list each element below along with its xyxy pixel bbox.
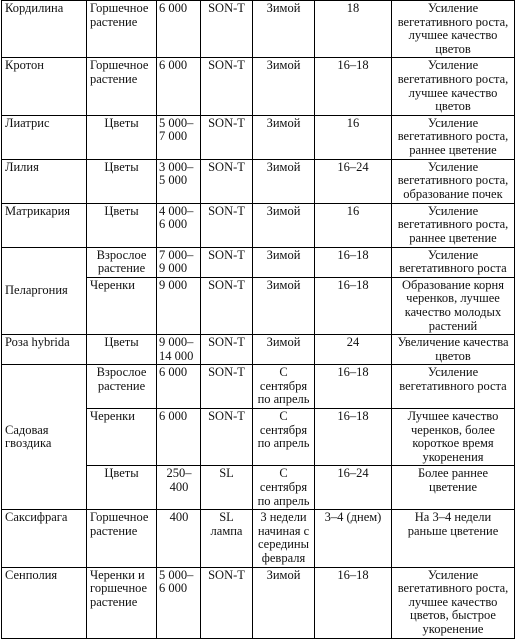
hours-cell: 16–18 bbox=[315, 247, 392, 277]
effect-cell: Усиление вегетативного роста, лучшее качество цветов bbox=[392, 58, 515, 115]
table-row bbox=[2, 58, 515, 115]
hours-cell: 16–18 bbox=[315, 409, 392, 466]
plant-cell: Саксифрага bbox=[2, 510, 87, 567]
season-cell: Зимой bbox=[253, 159, 315, 203]
hours-cell: 18 bbox=[315, 1, 392, 58]
material-cell: Горшечное растение bbox=[87, 1, 157, 58]
hours-cell: 16–24 bbox=[315, 466, 392, 510]
material-cell: Цветы bbox=[87, 203, 157, 247]
lamp-cell: SON-T bbox=[201, 115, 253, 159]
season-cell: 3 недели начиная с середины февраля bbox=[253, 510, 315, 567]
lamp-cell: SON-T bbox=[201, 277, 253, 334]
season-cell: Зимой bbox=[253, 567, 315, 638]
lamp-cell: SON-T bbox=[201, 365, 253, 409]
plant-cell: Пеларгония bbox=[2, 247, 87, 335]
illuminance-cell: 5 000– 6 000 bbox=[157, 567, 201, 638]
plant-cell: Роза hybrida bbox=[2, 335, 87, 365]
effect-cell: Более раннее цветение bbox=[392, 466, 515, 510]
illuminance-cell: 6 000 bbox=[157, 365, 201, 409]
season-cell: Зимой bbox=[253, 115, 315, 159]
table-row bbox=[2, 1, 515, 58]
material-cell: Черенки bbox=[87, 409, 157, 466]
hours-cell: 16 bbox=[315, 115, 392, 159]
season-cell: Зимой bbox=[253, 277, 315, 334]
illuminance-cell: 9 000 bbox=[157, 277, 201, 334]
material-cell: Цветы bbox=[87, 335, 157, 365]
season-cell: С сентября по апрель bbox=[253, 409, 315, 466]
lamp-cell: SON-T bbox=[201, 159, 253, 203]
lamp-cell: SON-T bbox=[201, 567, 253, 638]
effect-cell: Образование корня черенков, лучшее качество молодых растений bbox=[392, 277, 515, 334]
table-row bbox=[2, 247, 515, 277]
plant-cell: Сенполия bbox=[2, 567, 87, 638]
season-cell: Зимой bbox=[253, 335, 315, 365]
season-cell: С сентября по апрель bbox=[253, 466, 315, 510]
plant-cell: Кротон bbox=[2, 58, 87, 115]
season-cell: С сентября по апрель bbox=[253, 365, 315, 409]
season-cell: Зимой bbox=[253, 58, 315, 115]
plant-cell: Матрикария bbox=[2, 203, 87, 247]
lamp-cell: SON-T bbox=[201, 247, 253, 277]
lamp-cell: SON-T bbox=[201, 335, 253, 365]
material-cell: Цветы bbox=[87, 115, 157, 159]
hours-cell: 16–18 bbox=[315, 365, 392, 409]
effect-cell: Усиление вегетативного роста, лучшее качество цветов, быстрое укоренение bbox=[392, 567, 515, 638]
illuminance-cell: 7 000– 9 000 bbox=[157, 247, 201, 277]
table-row bbox=[2, 115, 515, 159]
effect-cell: Лучшее качество черенков, более короткое время укоренения bbox=[392, 409, 515, 466]
plant-cell: Кордилина bbox=[2, 1, 87, 58]
effect-cell: Увеличение качества цветов bbox=[392, 335, 515, 365]
hours-cell: 16 bbox=[315, 203, 392, 247]
illuminance-cell: 6 000 bbox=[157, 58, 201, 115]
illuminance-cell: 4 000– 6 000 bbox=[157, 203, 201, 247]
hours-cell: 3–4 (днем) bbox=[315, 510, 392, 567]
hours-cell: 16–18 bbox=[315, 277, 392, 334]
table-row bbox=[2, 365, 515, 409]
illuminance-cell: 5 000– 7 000 bbox=[157, 115, 201, 159]
illuminance-cell: 6 000 bbox=[157, 1, 201, 58]
illuminance-cell: 9 000– 14 000 bbox=[157, 335, 201, 365]
effect-cell: Усиление вегетативного роста, раннее цветение bbox=[392, 115, 515, 159]
table-row bbox=[2, 335, 515, 365]
illuminance-cell: 400 bbox=[157, 510, 201, 567]
material-cell: Черенки и горшечное растение bbox=[87, 567, 157, 638]
lamp-cell: SL bbox=[201, 466, 253, 510]
effect-cell: Усиление вегетативного роста bbox=[392, 247, 515, 277]
table-row bbox=[2, 159, 515, 203]
table-row bbox=[2, 567, 515, 638]
effect-cell: Усиление вегетативного роста, образование почек bbox=[392, 159, 515, 203]
material-cell: Горшечное растение bbox=[87, 58, 157, 115]
material-cell: Горшечное растение bbox=[87, 510, 157, 567]
effect-cell: На 3–4 недели раньше цветение bbox=[392, 510, 515, 567]
hours-cell: 16–18 bbox=[315, 58, 392, 115]
illuminance-cell: 6 000 bbox=[157, 409, 201, 466]
lamp-cell: SON-T bbox=[201, 409, 253, 466]
material-cell: Черенки bbox=[87, 277, 157, 334]
lamp-cell: SON-T bbox=[201, 1, 253, 58]
effect-cell: Усиление вегетативного роста, раннее цветение bbox=[392, 203, 515, 247]
plant-cell: Лилия bbox=[2, 159, 87, 203]
season-cell: Зимой bbox=[253, 1, 315, 58]
effect-cell: Усиление вегетативного роста, лучшее качество цветов bbox=[392, 1, 515, 58]
hours-cell: 24 bbox=[315, 335, 392, 365]
lamp-cell: SL лампа bbox=[201, 510, 253, 567]
lamp-cell: SON-T bbox=[201, 203, 253, 247]
table-row bbox=[2, 203, 515, 247]
material-cell: Цветы bbox=[87, 159, 157, 203]
season-cell: Зимой bbox=[253, 203, 315, 247]
table-row bbox=[2, 510, 515, 567]
effect-cell: Усиление вегетативного роста bbox=[392, 365, 515, 409]
lamp-cell: SON-T bbox=[201, 58, 253, 115]
illuminance-cell: 250– 400 bbox=[157, 466, 201, 510]
plant-cell: Садовая гвоздика bbox=[2, 365, 87, 510]
illuminance-cell: 3 000– 5 000 bbox=[157, 159, 201, 203]
material-cell: Взрослое растение bbox=[87, 247, 157, 277]
material-cell: Цветы bbox=[87, 466, 157, 510]
hours-cell: 16–24 bbox=[315, 159, 392, 203]
material-cell: Взрослое растение bbox=[87, 365, 157, 409]
plant-cell: Лиатрис bbox=[2, 115, 87, 159]
hours-cell: 16–18 bbox=[315, 567, 392, 638]
season-cell: Зимой bbox=[253, 247, 315, 277]
lighting-table bbox=[1, 0, 515, 639]
